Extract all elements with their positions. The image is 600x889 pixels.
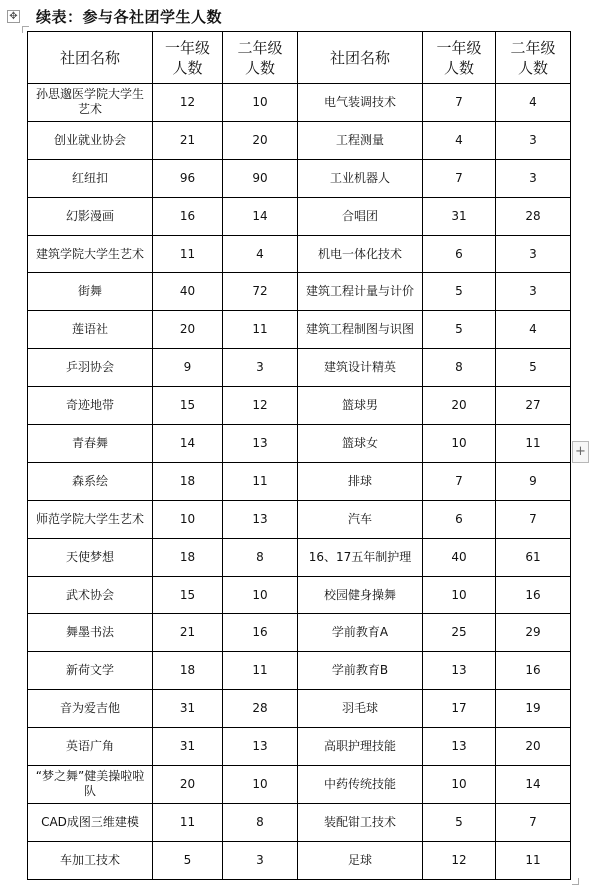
column-header xyxy=(223,32,298,84)
grade1-count-cell: 18 xyxy=(153,538,223,576)
column-header-text: 二年级 xyxy=(237,38,283,57)
grade2-count-cell: 9 xyxy=(496,462,571,500)
club-name-cell: 篮球女 xyxy=(298,425,423,463)
column-header-text: 社团名称 xyxy=(59,48,120,67)
plus-icon[interactable]: + xyxy=(572,441,589,463)
club-name-cell: 武术协会 xyxy=(28,576,153,614)
club-name-cell: 高职护理技能 xyxy=(298,728,423,766)
table-row xyxy=(28,425,571,463)
club-name-cell: 建筑工程计量与计价 xyxy=(298,273,423,311)
grade1-count-cell: 31 xyxy=(153,690,223,728)
grade1-count-cell: 7 xyxy=(423,84,496,122)
grade1-count-cell: 6 xyxy=(423,235,496,273)
club-name-cell: “梦之舞”健美操啦啦队 xyxy=(28,766,153,804)
grade2-count-cell: 11 xyxy=(496,841,571,879)
column-header-text: 人数 xyxy=(172,58,203,77)
grade2-count-cell: 20 xyxy=(223,121,298,159)
table-row xyxy=(28,652,571,690)
grade1-count-cell: 10 xyxy=(423,766,496,804)
grade2-count-cell: 19 xyxy=(496,690,571,728)
grade2-count-cell: 7 xyxy=(496,500,571,538)
club-name-cell: 羽毛球 xyxy=(298,690,423,728)
table-row xyxy=(28,84,571,122)
grade2-count-cell: 16 xyxy=(496,652,571,690)
grade1-count-cell: 18 xyxy=(153,462,223,500)
grade2-count-cell: 28 xyxy=(496,197,571,235)
club-name-cell: 森系绘 xyxy=(28,462,153,500)
club-name-cell: 工业机器人 xyxy=(298,159,423,197)
club-name-cell: 学前教育A xyxy=(298,614,423,652)
column-header xyxy=(298,32,423,84)
move-handle-icon[interactable]: ✥ xyxy=(7,10,20,23)
grade2-count-cell: 13 xyxy=(223,425,298,463)
grade2-count-cell: 12 xyxy=(223,387,298,425)
column-header-text: 人数 xyxy=(244,58,275,77)
club-name-cell: 创业就业协会 xyxy=(28,121,153,159)
grade1-count-cell: 12 xyxy=(153,84,223,122)
grade1-count-cell: 14 xyxy=(153,425,223,463)
grade1-count-cell: 13 xyxy=(423,728,496,766)
grade1-count-cell: 16 xyxy=(153,197,223,235)
column-header xyxy=(423,32,496,84)
table-row xyxy=(28,690,571,728)
table-title: 续表：参与各社团学生人数 xyxy=(36,8,223,26)
grade2-count-cell: 3 xyxy=(223,841,298,879)
grade2-count-cell: 11 xyxy=(223,462,298,500)
grade2-count-cell: 90 xyxy=(223,159,298,197)
grade1-count-cell: 12 xyxy=(423,841,496,879)
club-name-cell: 中药传统技能 xyxy=(298,766,423,804)
club-name-cell: 青春舞 xyxy=(28,425,153,463)
club-name-cell: 音为爱吉他 xyxy=(28,690,153,728)
grade2-count-cell: 20 xyxy=(496,728,571,766)
club-name-cell: 奇迹地带 xyxy=(28,387,153,425)
grade1-count-cell: 40 xyxy=(153,273,223,311)
table-row xyxy=(28,235,571,273)
club-name-cell: 学前教育B xyxy=(298,652,423,690)
club-name-cell: 合唱团 xyxy=(298,197,423,235)
grade2-count-cell: 27 xyxy=(496,387,571,425)
column-header-text: 社团名称 xyxy=(329,48,390,67)
table-row xyxy=(28,462,571,500)
grade2-count-cell: 28 xyxy=(223,690,298,728)
grade1-count-cell: 6 xyxy=(423,500,496,538)
table-row xyxy=(28,500,571,538)
club-name-cell: 舞墨书法 xyxy=(28,614,153,652)
grade2-count-cell: 72 xyxy=(223,273,298,311)
table-row xyxy=(28,841,571,879)
grade1-count-cell: 5 xyxy=(153,841,223,879)
club-name-cell: 机电一体化技术 xyxy=(298,235,423,273)
club-name-cell: 师范学院大学生艺术 xyxy=(28,500,153,538)
table-row xyxy=(28,538,571,576)
grade1-count-cell: 21 xyxy=(153,614,223,652)
grade1-count-cell: 20 xyxy=(153,311,223,349)
table-row xyxy=(28,387,571,425)
club-name-cell: 孙思邈医学院大学生艺术 xyxy=(28,84,153,122)
grade2-count-cell: 7 xyxy=(496,803,571,841)
grade2-count-cell: 3 xyxy=(496,235,571,273)
column-header-text: 人数 xyxy=(443,58,474,77)
club-name-cell: 汽车 xyxy=(298,500,423,538)
grade1-count-cell: 18 xyxy=(153,652,223,690)
grade1-count-cell: 9 xyxy=(153,349,223,387)
grade2-count-cell: 29 xyxy=(496,614,571,652)
table-row xyxy=(28,803,571,841)
grade1-count-cell: 20 xyxy=(423,387,496,425)
table-row xyxy=(28,273,571,311)
grade1-count-cell: 8 xyxy=(423,349,496,387)
grade2-count-cell: 10 xyxy=(223,766,298,804)
grade1-count-cell: 17 xyxy=(423,690,496,728)
grade2-count-cell: 3 xyxy=(496,273,571,311)
table-row xyxy=(28,576,571,614)
grade1-count-cell: 21 xyxy=(153,121,223,159)
grade2-count-cell: 10 xyxy=(223,576,298,614)
club-students-table xyxy=(27,31,571,880)
grade1-count-cell: 31 xyxy=(423,197,496,235)
table-row xyxy=(28,766,571,804)
club-name-cell: 电气装调技术 xyxy=(298,84,423,122)
club-name-cell: 红纽扣 xyxy=(28,159,153,197)
table-row xyxy=(28,121,571,159)
club-name-cell: 新荷文学 xyxy=(28,652,153,690)
grade2-count-cell: 4 xyxy=(496,84,571,122)
grade2-count-cell: 3 xyxy=(223,349,298,387)
club-name-cell: 建筑工程制图与识图 xyxy=(298,311,423,349)
club-name-cell: 篮球男 xyxy=(298,387,423,425)
grade1-count-cell: 15 xyxy=(153,387,223,425)
club-name-cell: 莲语社 xyxy=(28,311,153,349)
table-resize-handle[interactable] xyxy=(572,878,579,885)
grade2-count-cell: 5 xyxy=(496,349,571,387)
column-header xyxy=(496,32,571,84)
grade1-count-cell: 7 xyxy=(423,159,496,197)
grade1-count-cell: 10 xyxy=(423,576,496,614)
grade2-count-cell: 16 xyxy=(223,614,298,652)
grade1-count-cell: 15 xyxy=(153,576,223,614)
grade1-count-cell: 5 xyxy=(423,803,496,841)
grade2-count-cell: 13 xyxy=(223,500,298,538)
grade2-count-cell: 11 xyxy=(223,311,298,349)
grade1-count-cell: 10 xyxy=(153,500,223,538)
club-name-cell: 建筑设计精英 xyxy=(298,349,423,387)
table-row xyxy=(28,728,571,766)
club-name-cell: 车加工技术 xyxy=(28,841,153,879)
grade1-count-cell: 5 xyxy=(423,311,496,349)
club-name-cell: 排球 xyxy=(298,462,423,500)
club-name-cell: 乒羽协会 xyxy=(28,349,153,387)
club-name-cell: 幻影漫画 xyxy=(28,197,153,235)
header-row xyxy=(28,32,571,84)
grade2-count-cell: 11 xyxy=(496,425,571,463)
table-row xyxy=(28,349,571,387)
grade1-count-cell: 40 xyxy=(423,538,496,576)
grade1-count-cell: 4 xyxy=(423,121,496,159)
table-row xyxy=(28,197,571,235)
grade2-count-cell: 16 xyxy=(496,576,571,614)
grade2-count-cell: 4 xyxy=(223,235,298,273)
club-name-cell: 街舞 xyxy=(28,273,153,311)
table-body xyxy=(28,84,571,880)
column-header-text: 人数 xyxy=(517,58,548,77)
grade1-count-cell: 25 xyxy=(423,614,496,652)
grade1-count-cell: 31 xyxy=(153,728,223,766)
club-name-cell: CAD成图三维建模 xyxy=(28,803,153,841)
grade2-count-cell: 8 xyxy=(223,803,298,841)
grade2-count-cell: 3 xyxy=(496,121,571,159)
club-name-cell: 校园健身操舞 xyxy=(298,576,423,614)
grade2-count-cell: 8 xyxy=(223,538,298,576)
grade1-count-cell: 13 xyxy=(423,652,496,690)
grade1-count-cell: 10 xyxy=(423,425,496,463)
column-header-text: 一年级 xyxy=(436,38,482,57)
club-name-cell: 16、17五年制护理 xyxy=(298,538,423,576)
table-row xyxy=(28,614,571,652)
grade2-count-cell: 3 xyxy=(496,159,571,197)
column-header xyxy=(153,32,223,84)
grade1-count-cell: 7 xyxy=(423,462,496,500)
grade2-count-cell: 13 xyxy=(223,728,298,766)
club-name-cell: 天使梦想 xyxy=(28,538,153,576)
club-name-cell: 足球 xyxy=(298,841,423,879)
club-name-cell: 英语广角 xyxy=(28,728,153,766)
table-row xyxy=(28,311,571,349)
grade2-count-cell: 61 xyxy=(496,538,571,576)
grade2-count-cell: 14 xyxy=(223,197,298,235)
column-header-text: 二年级 xyxy=(510,38,556,57)
club-name-cell: 装配钳工技术 xyxy=(298,803,423,841)
grade2-count-cell: 11 xyxy=(223,652,298,690)
club-name-cell: 工程测量 xyxy=(298,121,423,159)
table-row xyxy=(28,159,571,197)
column-header xyxy=(28,32,153,84)
grade1-count-cell: 96 xyxy=(153,159,223,197)
club-name-cell: 建筑学院大学生艺术 xyxy=(28,235,153,273)
grade2-count-cell: 14 xyxy=(496,766,571,804)
column-header-text: 一年级 xyxy=(164,38,210,57)
grade1-count-cell: 20 xyxy=(153,766,223,804)
grade1-count-cell: 11 xyxy=(153,803,223,841)
grade2-count-cell: 4 xyxy=(496,311,571,349)
grade1-count-cell: 11 xyxy=(153,235,223,273)
grade2-count-cell: 10 xyxy=(223,84,298,122)
grade1-count-cell: 5 xyxy=(423,273,496,311)
